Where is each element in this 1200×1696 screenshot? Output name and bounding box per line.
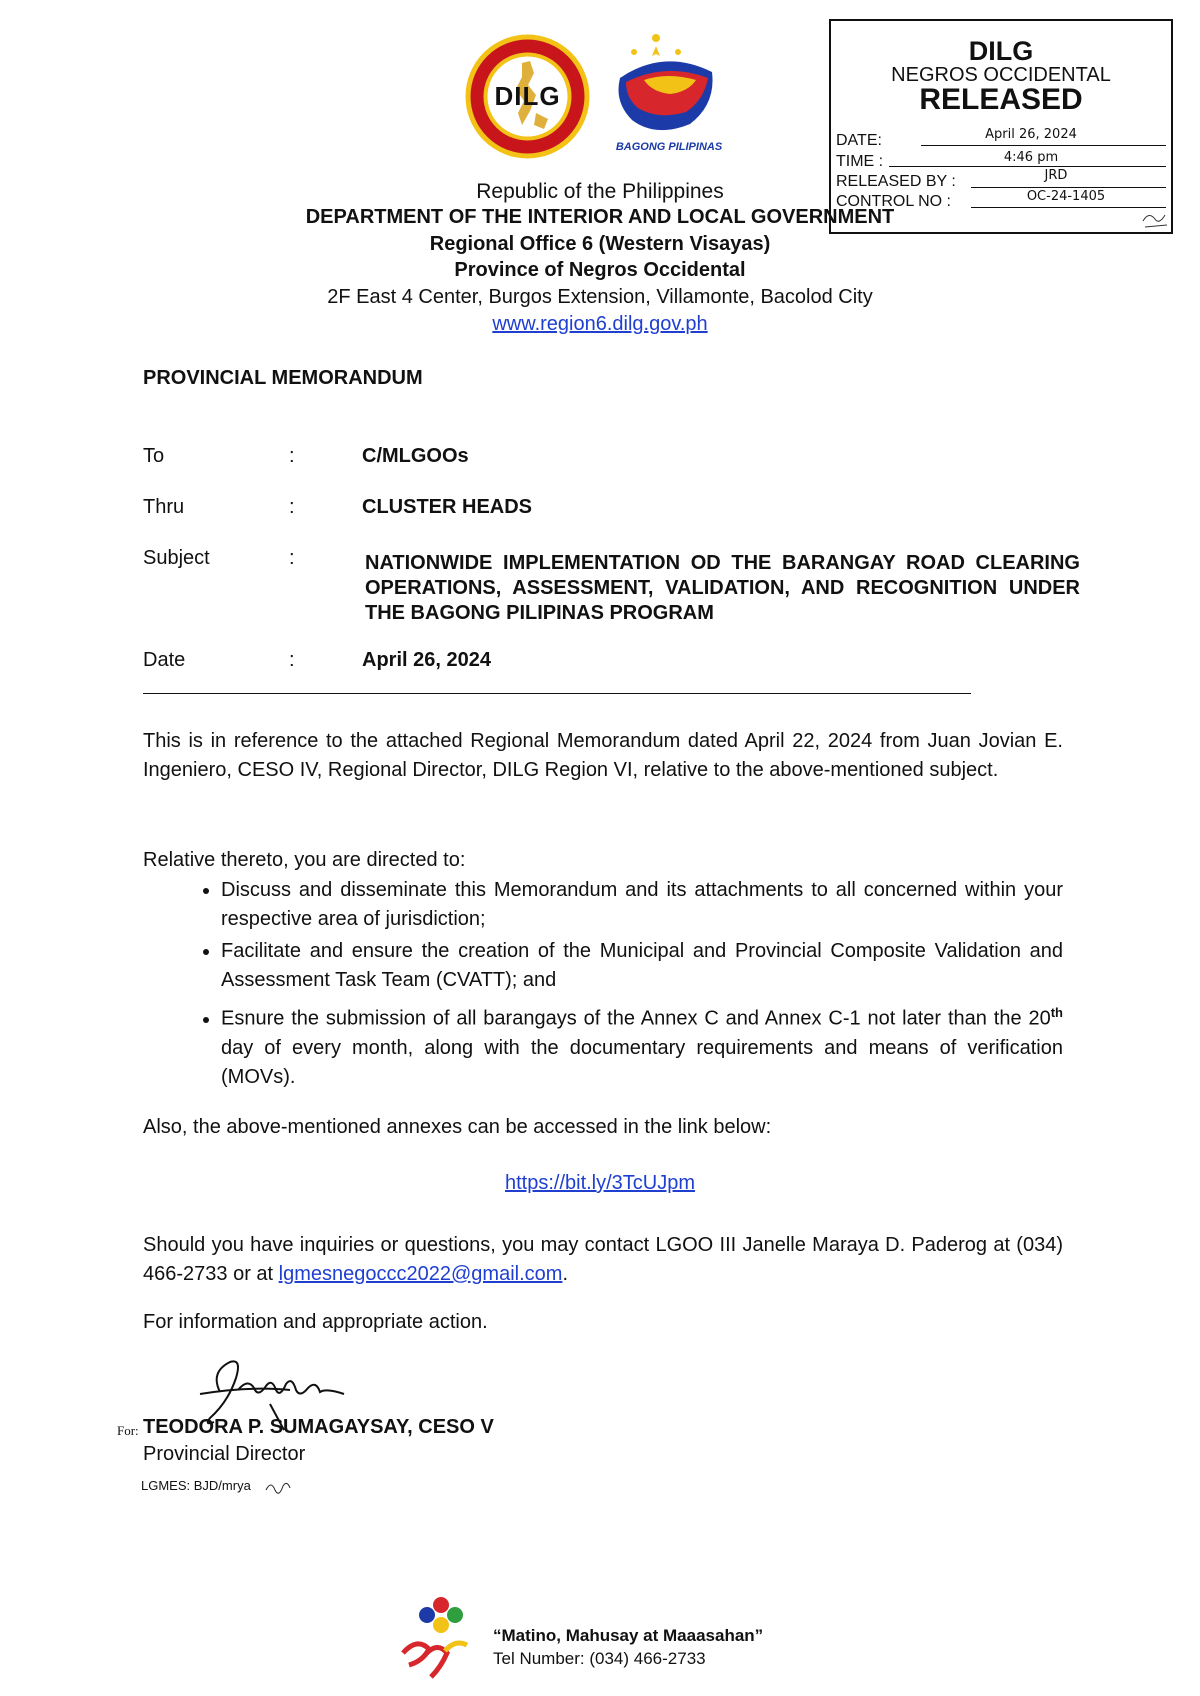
stamp-control-no-value: OC-24-1405	[1026, 189, 1106, 204]
directive-list	[143, 876, 1063, 1095]
website-link[interactable]: www.region6.dilg.gov.ph	[492, 313, 708, 335]
directive-item: • Facilitate and ensure the creation of the Municipal and Provincial Composite Validation and Assessment Task Team (CVATT); and	[221, 937, 1063, 995]
footer-tel: Tel Number: (034) 466-2733	[493, 1649, 706, 1668]
stamp-date-value: April 26, 2024	[985, 127, 1077, 142]
for-label: For:	[117, 1423, 139, 1438]
contact-paragraph: Should you have inquiries or questions, you may contact LGOO III Janelle Maraya D. Paderog at (034) 466-2733 or at lgmesnegoccc2022@gmail.com.	[143, 1234, 1063, 1285]
stamp-org: DILG	[968, 36, 1034, 66]
contact-email-link[interactable]: lgmesnegoccc2022@gmail.com	[278, 1263, 563, 1285]
date-value: April 26, 2024	[362, 649, 491, 671]
stamp-released-by-value: JRD	[1044, 168, 1068, 183]
to-value: C/MLGOOs	[362, 445, 469, 467]
footer-tagline: “Matino, Mahusay at Maaasahan”	[493, 1626, 764, 1645]
subject-label: Subject	[143, 547, 210, 569]
initials-mark	[263, 1476, 293, 1500]
stamp-time-label: TIME :	[836, 153, 884, 170]
thru-value: CLUSTER HEADS	[362, 496, 533, 518]
reference-paragraph: This is in reference to the attached Regional Memorandum dated April 22, 2024 from Juan Jovian E. Ingeniero, CESO IV, Regional Director, DILG Region VI, relative to the above-mentioned subject.	[143, 730, 1063, 781]
stamp-status: RELEASED	[919, 83, 1083, 116]
stamp-released-by-label: RELEASED BY :	[836, 173, 956, 190]
thru-label: Thru	[143, 496, 185, 518]
department-name: DEPARTMENT OF THE INTERIOR AND LOCAL GOVERNMENT	[305, 206, 895, 228]
closing-paragraph: For information and appropriate action.	[143, 1311, 488, 1333]
directive-item: • Esnure the submission of all barangays of the Annex C and Annex C-1 not later than the 20th day of every month, along with the documentary requirements and means of verification (MOVs).	[221, 998, 1063, 1092]
stamp-date-label: DATE:	[836, 132, 882, 149]
header-divider	[143, 693, 971, 694]
date-label: Date	[143, 649, 186, 671]
directive-item: • Discuss and disseminate this Memorandum and its attachments to all concerned within your respective area of jurisdiction;	[221, 876, 1063, 934]
memo-title: PROVINCIAL MEMORANDUM	[143, 367, 423, 389]
subject-value: NATIONWIDE IMPLEMENTATION OD THE BARANGAY ROAD CLEARING OPERATIONS, ASSESSMENT, VALIDATION, AND RECOGNITION UNDER THE BAGONG PILIPINAS PROGRAM	[365, 552, 1080, 624]
regional-office: Regional Office 6 (Western Visayas)	[429, 233, 771, 255]
to-colon: :	[289, 445, 295, 467]
reference-initials: LGMES: BJD/mrya	[141, 1478, 251, 1493]
thru-colon: :	[289, 496, 295, 518]
province-name: Province of Negros Occidental	[454, 259, 746, 281]
signatory-title: Provincial Director	[143, 1443, 306, 1465]
dilg-seal-logo	[464, 33, 591, 160]
stamp-office: NEGROS OCCIDENTAL	[891, 64, 1111, 86]
dilg-seal-text: DILG	[494, 81, 561, 111]
stamp-control-no-label: CONTROL NO :	[836, 193, 951, 210]
directive-intro: Relative thereto, you are directed to:	[143, 849, 466, 871]
office-address: 2F East 4 Center, Burgos Extension, Villamonte, Bacolod City	[327, 286, 873, 308]
republic-line: Republic of the Philippines	[476, 180, 724, 203]
stamp-time-value: 4:46 pm	[1003, 150, 1059, 165]
annex-link[interactable]: https://bit.ly/3TcUJpm	[504, 1172, 696, 1194]
signatory-name: TEODORA P. SUMAGAYSAY, CESO V	[143, 1416, 494, 1438]
date-colon: :	[289, 649, 295, 671]
annex-paragraph: Also, the above-mentioned annexes can be accessed in the link below:	[143, 1116, 772, 1138]
subject-colon: :	[289, 547, 295, 569]
to-label: To	[143, 445, 165, 467]
bagong-pilipinas-text: BAGONG PILIPINAS	[615, 141, 723, 153]
bagong-pilipinas-logo	[604, 28, 734, 158]
footer-logo	[395, 1593, 485, 1683]
